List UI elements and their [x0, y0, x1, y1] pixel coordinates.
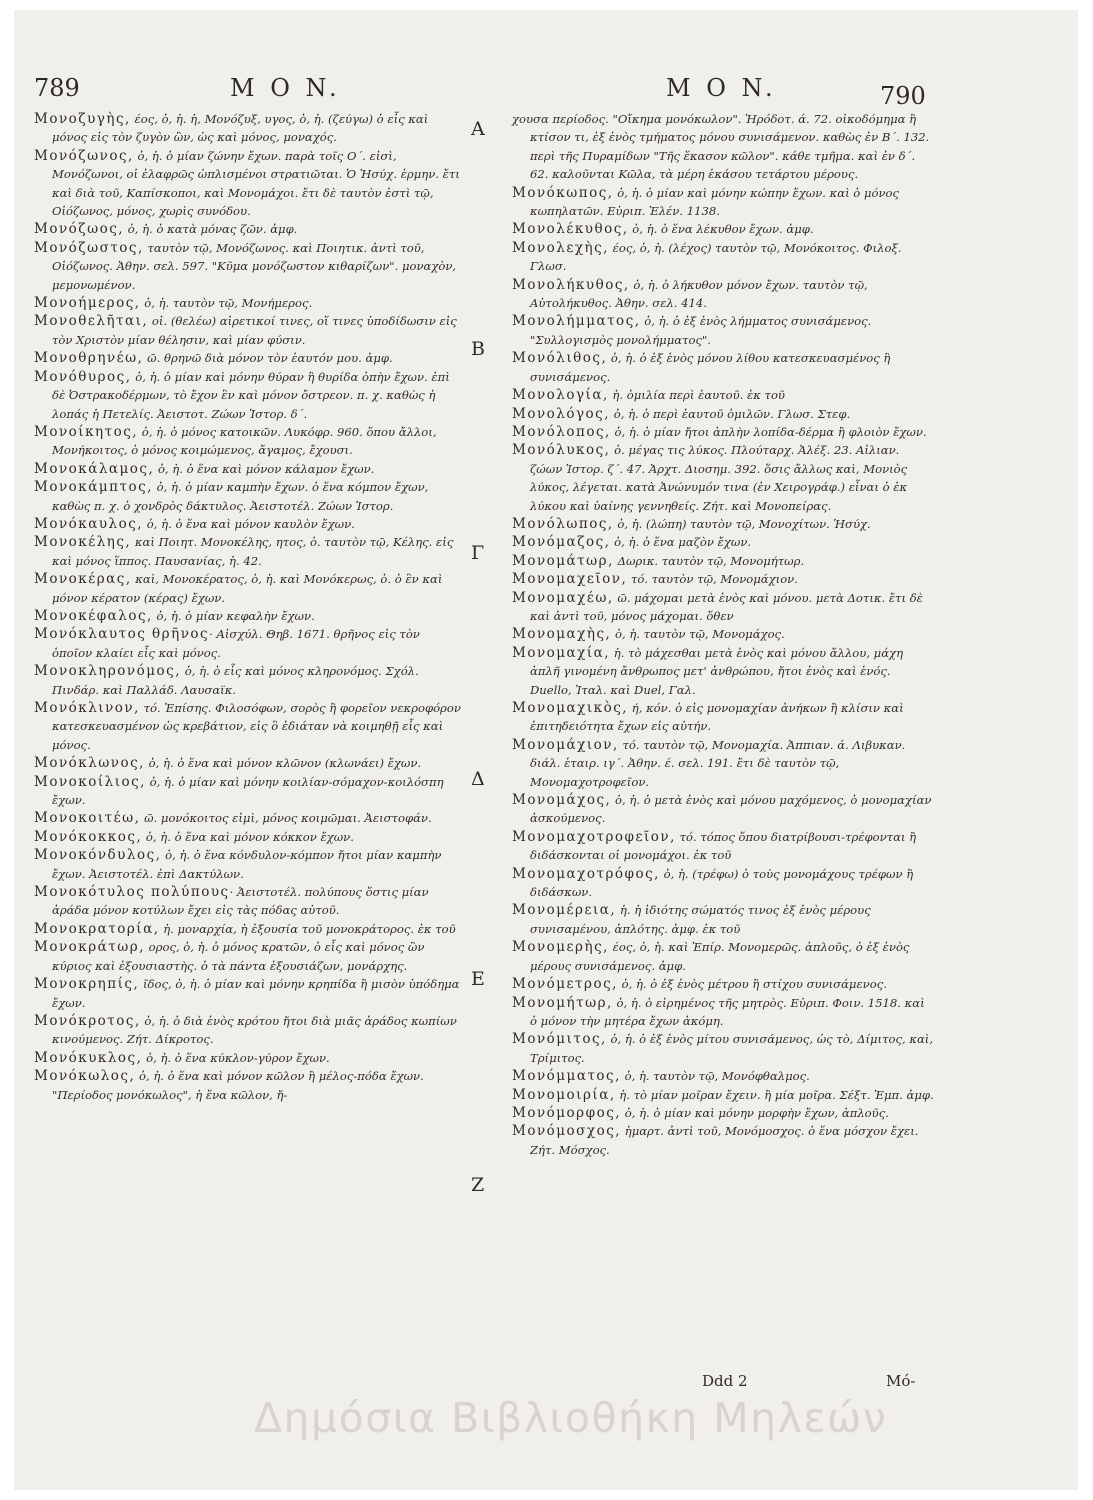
entry-text: ὁ, ἡ. ὁ ἐξ ἑνὸς μέτρου ἢ στίχου συνισάμενος.: [617, 977, 887, 992]
entry-text: ῶ. μονόκοιτος εἰμὶ, μόνος κοιμῶμαι. Ἀειστοφάν.: [140, 811, 432, 826]
dictionary-entry: [508, 515, 934, 533]
book-page: [14, 10, 1078, 1490]
dictionary-entry: [508, 901, 934, 938]
headword: Μονομαχέω,: [512, 589, 614, 606]
dictionary-entry: [508, 405, 934, 423]
section-letter-column: [467, 110, 497, 1370]
entry-text: τό. τόπος ὅπου διατρίβουσι-τρέφονται ἢ διδάσκονται οἱ μονομάχοι. ἐκ τοῦ: [530, 829, 920, 863]
entry-text: ὁ, ἡ. ὁ εἰρημένος τῆς μητρὸς. Εὐριπ. Φοιν. 1518. καὶ ὁ μόνον τὴν μητέρα ἔχων ἀκόμη.: [530, 995, 929, 1028]
entry-text: τό. Ἐπίσης. Φιλοσόφων, σορὸς ἢ φορεῖον νεκροφόρον κατεσκευασμένον ὡς κρεβάτιον, εἰς ὃ ἐδιάταν νὰ κοιμηθῇ εἷς καὶ μόνος.: [52, 701, 465, 752]
entry-text: ὁ, ἡ. ὁ διὰ ἑνὸς κρότου ἤτοι διὰ μιᾶς ἀράδος κωπίων κινούμενος. Ζήτ. Δίκροτος.: [52, 1013, 461, 1047]
dictionary-entry: [30, 110, 462, 147]
dictionary-entry: [508, 589, 934, 626]
dictionary-entry: [30, 1012, 462, 1049]
headword: Μονοκληρονόμος,: [34, 663, 182, 680]
dictionary-entry: [508, 570, 934, 588]
entry-text: ὁ, ἡ. ὁ ἕνα λέκυθον ἔχων. ἀμφ.: [628, 222, 814, 237]
headword: Μονόκυκλος,: [34, 1049, 143, 1066]
headword: Μονόλιθος,: [512, 350, 608, 367]
dictionary-entry: [30, 423, 462, 460]
headword: Μονοκέφαλος,: [34, 607, 153, 624]
headword: Μονομαχεῖον,: [512, 571, 628, 588]
entry-text: ταυτὸν τῷ, Μονόζωνος. καὶ Ποιητικ. ἀντὶ τοῦ, Οἰόζωνος. Ἀθην. σελ. 597. "Κῦμα μονόζωστον κιθαρίζων". μοναχὸν, μεμονωμένον.: [52, 240, 460, 292]
entry-text: ὁ, ἡ. ὁ ἕνα καὶ μόνον κάλαμον ἔχων.: [154, 461, 375, 476]
headword: Μονομαχοτρόφος,: [512, 865, 660, 882]
dictionary-entry: [30, 147, 462, 221]
entry-text: ὁ, ἡ. ταυτὸν τῷ, Μονομάχος.: [611, 627, 785, 642]
dictionary-entry: [30, 883, 462, 920]
dictionary-entry: [508, 1030, 937, 1067]
headword: Μονόμματος,: [512, 1068, 621, 1085]
headword: Μονοκράτωρ,: [34, 939, 145, 956]
headword: Μονοκοίλιος,: [34, 773, 146, 790]
entry-text: ὁ, ἡ. ὁ μίαν κεφαλὴν ἔχων.: [152, 608, 315, 623]
headword: Μονομάτωρ,: [512, 552, 614, 569]
entry-text: ἡμαρτ. ἀντὶ τοῦ, Μονόμοσχος. ὁ ἕνα μόσχον ἔχει. Ζήτ. Μόσχος.: [530, 1124, 923, 1157]
headword: Μονολήμματος,: [512, 313, 641, 330]
dictionary-entry: [508, 184, 934, 221]
right-running-head: M O N.: [666, 74, 777, 102]
dictionary-entry: [30, 846, 462, 883]
entry-text: Δωρικ. ταυτὸν τῷ, Μονομήτωρ.: [613, 553, 805, 568]
headword: Μονολεχὴς,: [512, 239, 609, 256]
dictionary-entry: [30, 625, 462, 662]
entry-text: τό. ταυτὸν τῷ, Μονομαχία. Ἀππιαν. ά. Λιβυκαν. διάλ. ἑταιρ. ιγ΄. Ἀθην. έ. σελ. 191. ἔτι δὲ ταυτὸν τῷ, Μονομαχοτροφεῖον.: [530, 737, 910, 789]
dictionary-entry: [30, 368, 462, 423]
entry-text: ὁ, ἡ. ὁ μόνος κατοικῶν. Λυκόφρ. 960. ὅπου ἄλλοι, Μονήκοιτος, ὁ μόνος κοιμώμενος, ἄγαμος, ἔχουσι.: [52, 424, 441, 458]
entry-text: ὁ, ἡ. ὁ ἐξ ἑνὸς λήμματος συνισάμενος. "Συλλογισμὸς μονολήμματος".: [530, 314, 875, 347]
entry-text: ἡ. ὁμιλία περὶ ἑαυτοῦ. ἐκ τοῦ: [608, 388, 785, 403]
dictionary-entry: [30, 515, 462, 533]
headword: Μονοκέρας,: [34, 571, 132, 588]
dictionary-entry: [508, 938, 934, 975]
headword: Μονομερὴς,: [512, 939, 609, 956]
entry-text: ὁ, ἡ. (λώπη) ταυτὸν τῷ, Μονοχίτων. Ἡσύχ.: [613, 516, 871, 531]
headword: Μονόλοπος,: [512, 423, 611, 440]
entry-text: χουσα περίοδος. "Οἴκημα μονόκωλον". Ἡρόδοτ. ά. 72. οἰκοδόμημα ἢ κτίσον τι, ἐξ ἑνὸς τμήματος μόνου συνισάμενον. καθὼς ἐν Β΄. 132. περὶ τῆς Πυραμίδων "Τῆς ἕκασον κῶλον". κάθε τμῆμα. καὶ ἐν δ΄. 62. καλοῦνται Κῶλα, τὰ μέρη ἑκάσου τετάρτου μέρους.: [512, 112, 934, 182]
headword: Μονομαχοτροφεῖον,: [512, 828, 676, 845]
entry-text: ῖδος, ὁ, ἡ. ὁ μίαν καὶ μόνην κρηπίδα ἢ μισὸν ὑπόδημα ἔχων.: [52, 977, 464, 1010]
dictionary-entry: [508, 828, 934, 865]
entry-text: ὁ, ἡ. ὁ ἕνα καὶ μόνον κῶλον ἢ μέλος-πόδα ἔχων. "Περίοδος μονόκωλος", ἡ ἕνα κῶλον, ἤ-: [52, 1069, 428, 1102]
entry-text: ὁ, ἡ. ὁ μίαν ἤτοι ἁπλὴν λοπίδα-δέρμα ἢ φλοιὸν ἔχων.: [610, 424, 927, 439]
dictionary-entry: [30, 220, 462, 238]
dictionary-entry: [508, 644, 934, 699]
entry-text: ὁ, ἡ. ὁ εἷς καὶ μόνος κληρονόμος. Σχόλ. Πινδάρ. καὶ Παλλάδ. Λαυσαϊκ.: [52, 664, 423, 697]
dictionary-entry: [508, 865, 934, 902]
headword: Μονόκλαυτος θρῆνος: [34, 626, 210, 643]
headword: Μονόκοκκος,: [34, 828, 143, 845]
dictionary-entry: [508, 736, 934, 791]
left-running-head: M O N.: [230, 74, 341, 102]
dictionary-entry: [30, 938, 462, 975]
entry-text: ὁ, ἡ. ὁ περὶ ἑαυτοῦ ὁμιλῶν. Γλωσ. Στεφ.: [610, 406, 851, 421]
headword: Μονόκλωνος,: [34, 755, 145, 772]
dictionary-entry: [508, 110, 934, 184]
headword: Μονομαχία,: [512, 644, 611, 661]
dictionary-entry: [508, 423, 934, 441]
headword: Μονοήμερος,: [34, 295, 141, 312]
dictionary-entry: [508, 239, 934, 276]
headword: Μονομέρεια,: [512, 902, 617, 919]
right-page-number: 790: [880, 82, 926, 110]
headword: Μονόκωπος,: [512, 184, 614, 201]
entry-text: · Αἰσχύλ. Θηβ. 1671. θρῆνος εἰς τὸν ὁποῖον κλαίει εἷς καὶ μόνος.: [52, 627, 424, 660]
headword: Μονομαχικὸς,: [512, 700, 629, 716]
entry-text: ή, κόν. ὁ εἰς μονομαχίαν ἀνήκων ἢ κλίσιν καὶ ἐπιτηδειότητα ἔχων εἰς αὐτήν.: [530, 701, 908, 734]
entry-text: ὁ. μέγας τις λύκος. Πλούταρχ. Ἀλέξ. 23. Αἰλιαν. ζώων Ἱστορ. ζ΄. 47. Ἀρχτ. Διοσημ. 392. ὅσις ἄλλως καὶ, Μονιὸς λύκος, λέγεται. κατὰ Ἀνώνυμόν τινα (ἐν Χειρογράφ.) εἶναι ὁ ἐκ λύκου καὶ ὑαίνης γεννηθείς. Ζήτ. καὶ Μονοπείρας.: [530, 443, 911, 513]
headword: Μονολέκυθος,: [512, 221, 629, 238]
headword: Μονοθρηνέω,: [34, 350, 144, 367]
entry-text: ὁ, ἡ. (τρέφω) ὁ τοὺς μονομάχους τρέφων ἢ διδάσκων.: [530, 866, 917, 900]
headword: Μονοθελῆται,: [34, 313, 149, 330]
headword: Μονόζωος,: [34, 221, 125, 238]
dictionary-entry: [508, 1104, 934, 1122]
headword: Μονοκρηπίς,: [34, 976, 140, 993]
dictionary-entry: [30, 478, 462, 515]
headword: Μονοκότυλος πολύπους: [34, 884, 230, 901]
dictionary-entry: [30, 975, 462, 1012]
dictionary-entry: [30, 1049, 462, 1067]
headword: Μονόμαζος,: [512, 534, 611, 551]
dictionary-entry: [508, 349, 934, 386]
entry-text: τό. ταυτὸν τῷ, Μονομάχιον.: [627, 572, 798, 587]
dictionary-entry: [508, 312, 934, 349]
section-letter: Ε: [471, 968, 485, 990]
entry-text: ἡ. τὸ μάχεσθαι μετὰ ἑνὸς καὶ μόνου ἄλλου, μάχη ἁπλῆ γινομένη ἄνθρωπος μετ' ἀνθρώπου, ἤτοι ἑνὸς καὶ ἑνός. Duello, Ἰταλ. καὶ Duel, Γαλ.: [530, 645, 907, 697]
section-letter: Δ: [471, 768, 485, 790]
headword: Μονόκωλος,: [34, 1068, 136, 1085]
headword: Μονοκόνδυλος,: [34, 847, 162, 864]
catchword: Μό-: [886, 1372, 916, 1390]
entry-text: ὁ, ἡ. ὁ ἕνα κόνδυλον-κόμπον ἤτοι μίαν καμπὴν ἔχων. Ἀειστοτέλ. ἐπὶ Δακτύλων.: [52, 848, 446, 881]
entry-text: ὁ, ἡ. ὁ ἕνα καὶ μόνον καυλὸν ἔχων.: [143, 516, 355, 531]
dictionary-entry: [30, 1067, 462, 1104]
headword: Μονοκρατορία,: [34, 920, 160, 937]
entry-text: ὁ, ἡ. ὁ μίαν καμπὴν ἔχων. ὁ ἕνα κόμπον ἔχων, καθὼς π. χ. ὁ χονδρὸς δάκτυλος. Ἀειστοτέλ. Ζώων Ἱστορ.: [52, 480, 433, 513]
left-page-number: 789: [34, 74, 80, 102]
headword: Μονοκέλης,: [34, 534, 132, 551]
dictionary-entry: [30, 349, 462, 367]
headword: Μονοζυγὴς,: [34, 111, 131, 127]
signature-mark: Ddd 2: [702, 1372, 748, 1390]
headword: Μονόκλινον,: [34, 700, 140, 716]
entry-text: έος, ὁ, ἡ. (λέχος) ταυτὸν τῷ, Μονόκοιτος. Φιλοξ. Γλωσ.: [530, 240, 906, 274]
headword: Μονόθυρος,: [34, 368, 132, 385]
entry-text: ὁ, ἡ. ταυτὸν τῷ, Μονήμερος.: [140, 296, 313, 311]
entry-text: ὁ, ἡ. ὁ μετὰ ἑνὸς καὶ μόνου μαχόμενος, ὁ μονομαχίαν ἀσκούμενος.: [530, 793, 936, 826]
headword: Μονόκαυλος,: [34, 515, 144, 532]
dictionary-entry: [508, 791, 934, 828]
dictionary-entry: [508, 994, 934, 1031]
headword: Μονόκροτος,: [34, 1012, 141, 1029]
entry-text: καὶ, Μονοκέρατος, ὁ, ἡ. καὶ Μονόκερως, ὁ. ὁ ἓν καὶ μόνον κέρατον (κέρας) ἔχων.: [52, 572, 447, 605]
entry-text: ὁ, ἡ. ὁ μίαν καὶ μόνην θύραν ἢ θυρίδα ὀπὴν ἔχων. ἐπὶ δὲ Ὀστρακοδέρμων, τὸ ἔχον ἓν καὶ μόνον ὄστρεον. π. χ. καθὼς ἡ λοπάς ἡ Πετελίς. Ἀειστοτ. Ζώων Ἱστορ. δ΄.: [52, 369, 454, 421]
right-column: [508, 110, 937, 1159]
entry-text: ὁ, ἡ. ὁ μίαν καὶ μόνην μορφὴν ἔχων, ἁπλοῦς.: [621, 1105, 889, 1120]
dictionary-entry: [30, 754, 462, 772]
dictionary-entry: [30, 607, 462, 625]
entry-text: ἡ. ἡ ἰδιότης σώματός τινος ἐξ ἑνὸς μέρους συνισαμένου, ἁπλότης. ἀμφ. ἐκ τοῦ: [530, 903, 875, 936]
headword: Μονόλυκος,: [512, 442, 611, 459]
left-column: [30, 110, 465, 1104]
entry-text: έος, ὁ, ἡ. καὶ Ἐπίρ. Μονομερῶς. ἁπλοῦς, ὁ ἐξ ἑνὸς μέρους συνισάμενος. ἀμφ.: [530, 940, 914, 973]
dictionary-entry: [508, 1122, 934, 1159]
section-letter: Α: [471, 118, 485, 140]
headword: Μονόμιτος,: [512, 1031, 607, 1048]
dictionary-entry: [508, 699, 934, 736]
dictionary-entry: [30, 662, 462, 699]
entry-text: ῶ. μάχομαι μετὰ ἑνὸς καὶ μόνου. μετὰ Δοτικ. ἔτι δὲ καὶ ἀντὶ τοῦ, μόνος μάχομαι. ὅθεν: [530, 590, 927, 623]
dictionary-entry: [508, 1086, 934, 1104]
entry-text: καὶ Ποιητ. Μονοκέλης, ητος, ὁ. ταυτὸν τῷ, Κέλης. εἰς καὶ μόνος ἵππος. Παυσανίας, ἡ. 42.: [52, 535, 457, 568]
headword: Μονομάχιον,: [512, 736, 619, 753]
headword: Μονομάχος,: [512, 792, 612, 809]
entry-text: ὁ, ἡ. ὁ ἕνα καὶ μόνον κόκκον ἔχων.: [142, 829, 354, 844]
dictionary-entry: [508, 220, 934, 238]
entry-text: ἡ. μοναρχία, ἡ ἐξουσία τοῦ μονοκράτορος. ἐκ τοῦ: [159, 921, 456, 936]
headword: Μονοκάλαμος,: [34, 460, 155, 477]
dictionary-entry: [30, 294, 462, 312]
entry-text: ὁ, ἡ. ὁ ἐξ ἑνὸς μίτου συνισάμενος, ὡς τὸ, Δίμιτος, καὶ, Τρίμιτος.: [530, 1032, 937, 1065]
dictionary-entry: [30, 699, 465, 754]
section-letter: Γ: [471, 542, 485, 564]
dictionary-entry: [30, 828, 462, 846]
dictionary-entry: [508, 276, 934, 313]
headword: Μονόμορφος,: [512, 1104, 622, 1121]
entry-text: ὁ, ἡ. ὁ μίαν καὶ μόνην κώπην ἔχων. καὶ ὁ μόνος κωπηλατῶν. Εὐριπ. Ἑλέν. 1138.: [530, 185, 903, 219]
dictionary-entry: [30, 773, 462, 810]
entry-text: · Ἀειστοτέλ. πολύπους ὅστις μίαν ἀράδα μόνον κοτύλων ἔχει εἰς τὰς πόδας αὐτοῦ.: [52, 885, 433, 918]
entry-text: ἡ. τὸ μίαν μοῖραν ἔχειν. ἢ μία μοῖρα. Σέξτ. Ἐμπ. ἀμφ.: [615, 1087, 934, 1102]
headword: Μονοκοιτέω,: [34, 810, 141, 827]
entry-text: οἱ. (θελέω) αἱρετικοί τινες, οἵ τινες ὑποδίδωσιν εἰς τὸν Χριστὸν μίαν θέλησιν, καὶ μίαν φύσιν.: [52, 314, 461, 347]
entry-text: ὁ, ἡ. ὁ μίαν ζώνην ἔχων. παρὰ τοῖς Ο΄. εἰσὶ, Μονόζωνοι, οἱ ἐλαφρῶς ὡπλισμένοι στρατιῶται. Ὁ Ἡσύχ. ἑρμην. ἔτι καὶ διὰ τοῦ, Καπίσκοποι, καὶ Μονομάχοι. ἔτι δὲ ταυτὸν ἐστὶ τῷ, Οἰόζωνος, μόνος, χωρὶς συνόδου.: [52, 148, 464, 219]
headword: Μονόζωνος,: [34, 147, 134, 164]
library-watermark: Δημόσια Βιβλιοθήκη Μηλεών: [254, 1394, 888, 1442]
entry-text: έος, ὁ, ἡ. ἡ, Μονόζυξ, υγος, ὁ, ἡ. (ζεύγω) ὁ εἷς καὶ μόνος εἰς τὸν ζυγὸν ὢν, ὡς καὶ μόνος, μοναχός.: [52, 112, 432, 145]
headword: Μονόζωστος,: [34, 239, 144, 256]
entry-text: ῶ. θρηνῶ διὰ μόνον τὸν ἑαυτόν μου. ἀμφ.: [143, 351, 393, 366]
dictionary-entry: [30, 809, 462, 827]
entry-text: ὁ, ἡ. ὁ ἕνα κύκλον-γύρον ἔχων.: [142, 1050, 330, 1065]
dictionary-entry: [508, 975, 934, 993]
dictionary-entry: [30, 920, 462, 938]
dictionary-entry: [30, 312, 462, 349]
dictionary-entry: [508, 1067, 934, 1085]
entry-text: ὁ, ἡ. ὁ ἕνα μαζὸν ἔχων.: [610, 535, 752, 550]
entry-text: ὁ, ἡ. ταυτὸν τῷ, Μονόφθαλμος.: [620, 1069, 810, 1084]
headword: Μονολήκυθος,: [512, 276, 630, 293]
headword: Μονοκάμπτος,: [34, 479, 153, 496]
dictionary-entry: [30, 460, 462, 478]
entry-text: ὁ, ἡ. ὁ ἕνα καὶ μόνον κλῶνον (κλωνάει) ἔχων.: [144, 756, 422, 771]
headword: Μονόμοσχος,: [512, 1123, 622, 1140]
entry-text: ὁ, ἡ. ὁ μίαν καὶ μόνην κοιλίαν-σόμαχον-κοιλόσπη ἔχων.: [52, 774, 448, 808]
headword: Μονολογία,: [512, 387, 609, 404]
headword: Μονοίκητος,: [34, 423, 139, 440]
headword: Μονομοιρία,: [512, 1086, 616, 1103]
headword: Μονολόγος,: [512, 405, 611, 422]
headword: Μονόμετρος,: [512, 976, 618, 993]
dictionary-entry: [30, 570, 462, 607]
entry-text: ὁ, ἡ. ὁ ἐξ ἑνὸς μόνου λίθου κατεσκευασμένος ἢ συνισάμενος.: [530, 351, 895, 384]
dictionary-entry: [508, 386, 934, 404]
entry-text: ορος, ὁ, ἡ. ὁ μόνος κρατῶν, ὁ εἷς καὶ μόνος ὢν κύριος καὶ ἐξουσιαστὴς. ὁ τὰ πάντα ἐξουσιάζων, μονάρχης.: [52, 940, 429, 973]
section-letter: Ζ: [471, 1174, 485, 1196]
dictionary-entry: [30, 533, 462, 570]
dictionary-entry: [508, 533, 934, 551]
dictionary-entry: [30, 239, 462, 294]
headword: Μονομήτωρ,: [512, 994, 613, 1011]
headword: Μονόλωπος,: [512, 515, 614, 532]
entry-text: ὁ, ἡ. ὁ λήκυθον μόνον ἔχων. ταυτὸν τῷ, Αὐτολήκυθος. Ἀθην. σελ. 414.: [530, 277, 872, 311]
section-letter: Β: [471, 338, 485, 360]
entry-text: ὁ, ἡ. ὁ κατὰ μόνας ζῶν. ἀμφ.: [124, 222, 298, 237]
headword: Μονομαχὴς,: [512, 626, 612, 643]
dictionary-entry: [508, 552, 934, 570]
dictionary-entry: [508, 625, 934, 643]
dictionary-entry: [508, 441, 934, 515]
